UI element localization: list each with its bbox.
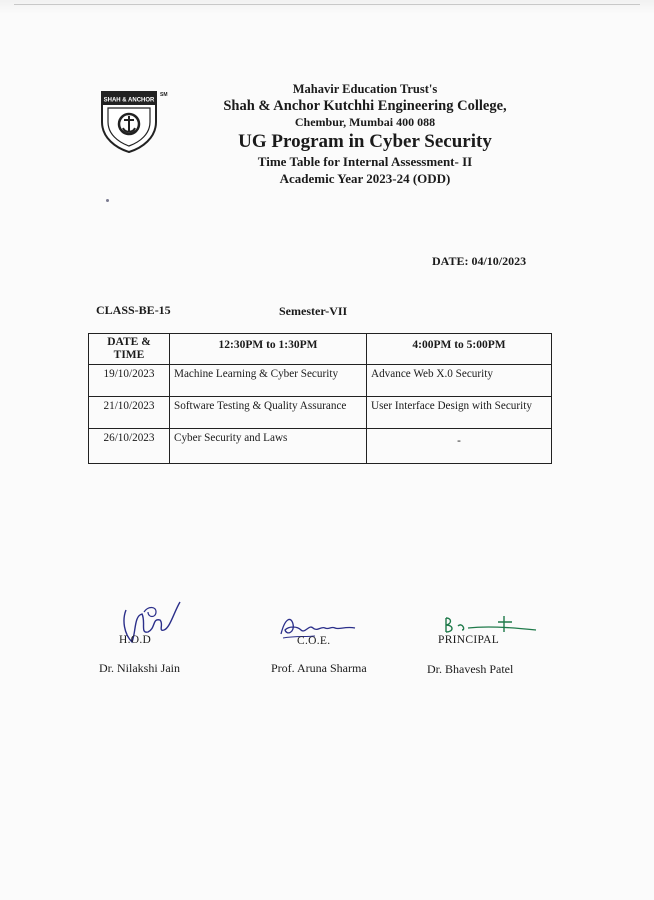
college-logo [98,88,172,154]
table-row [89,365,552,397]
row-slot-1: Cyber Security and Laws [170,429,367,464]
principal-name: Dr. Bhavesh Patel [427,662,514,676]
table-row [89,429,552,464]
row-slot-2: Advance Web X.0 Security [367,365,552,397]
timetable [88,333,552,464]
row-date: 19/10/2023 [89,365,170,397]
class-label: CLASS-BE-15 [96,303,171,317]
college-address: Chembur, Mumbai 400 088 [294,115,436,129]
row-date: 26/10/2023 [89,429,170,464]
row-slot-2: User Interface Design with Security [367,397,552,429]
academic-year: Academic Year 2023-24 (ODD) [279,171,451,186]
hod-role: H.O.D [119,634,152,646]
program-title: UG Program in Cyber Security [238,131,492,152]
row-slot-1: Software Testing & Quality Assurance [170,397,367,429]
table-header-row [89,334,552,365]
row-date: 21/10/2023 [89,397,170,429]
principal-role: PRINCIPAL [438,634,500,646]
trust-name: Mahavir Education Trust's [292,82,438,96]
hod-name: Dr. Nilakshi Jain [99,661,180,675]
coe-name: Prof. Aruna Sharma [271,661,367,675]
shield-logo-icon [98,88,172,154]
header-date-time: DATE & TIME [89,334,170,365]
scan-edge [14,4,640,5]
issue-date: DATE: 04/10/2023 [432,254,527,268]
coe-role: C.O.E. [297,635,331,647]
row-slot-1: Machine Learning & Cyber Security [170,365,367,397]
row-slot-2: - [367,429,552,464]
header-slot-2: 4:00PM to 5:00PM [367,334,552,365]
college-name: Shah & Anchor Kutchhi Engineering College, [223,98,507,114]
header-slot-1: 12:30PM to 1:30PM [170,334,367,365]
table-row [89,397,552,429]
semester-label: Semester-VII [279,304,348,318]
timetable-title: Time Table for Internal Assessment- II [257,154,473,169]
scan-speck [106,199,109,202]
document-header [200,82,530,187]
logo-mark: SM [160,92,168,98]
logo-text: SHAH & ANCHOR [103,97,155,104]
